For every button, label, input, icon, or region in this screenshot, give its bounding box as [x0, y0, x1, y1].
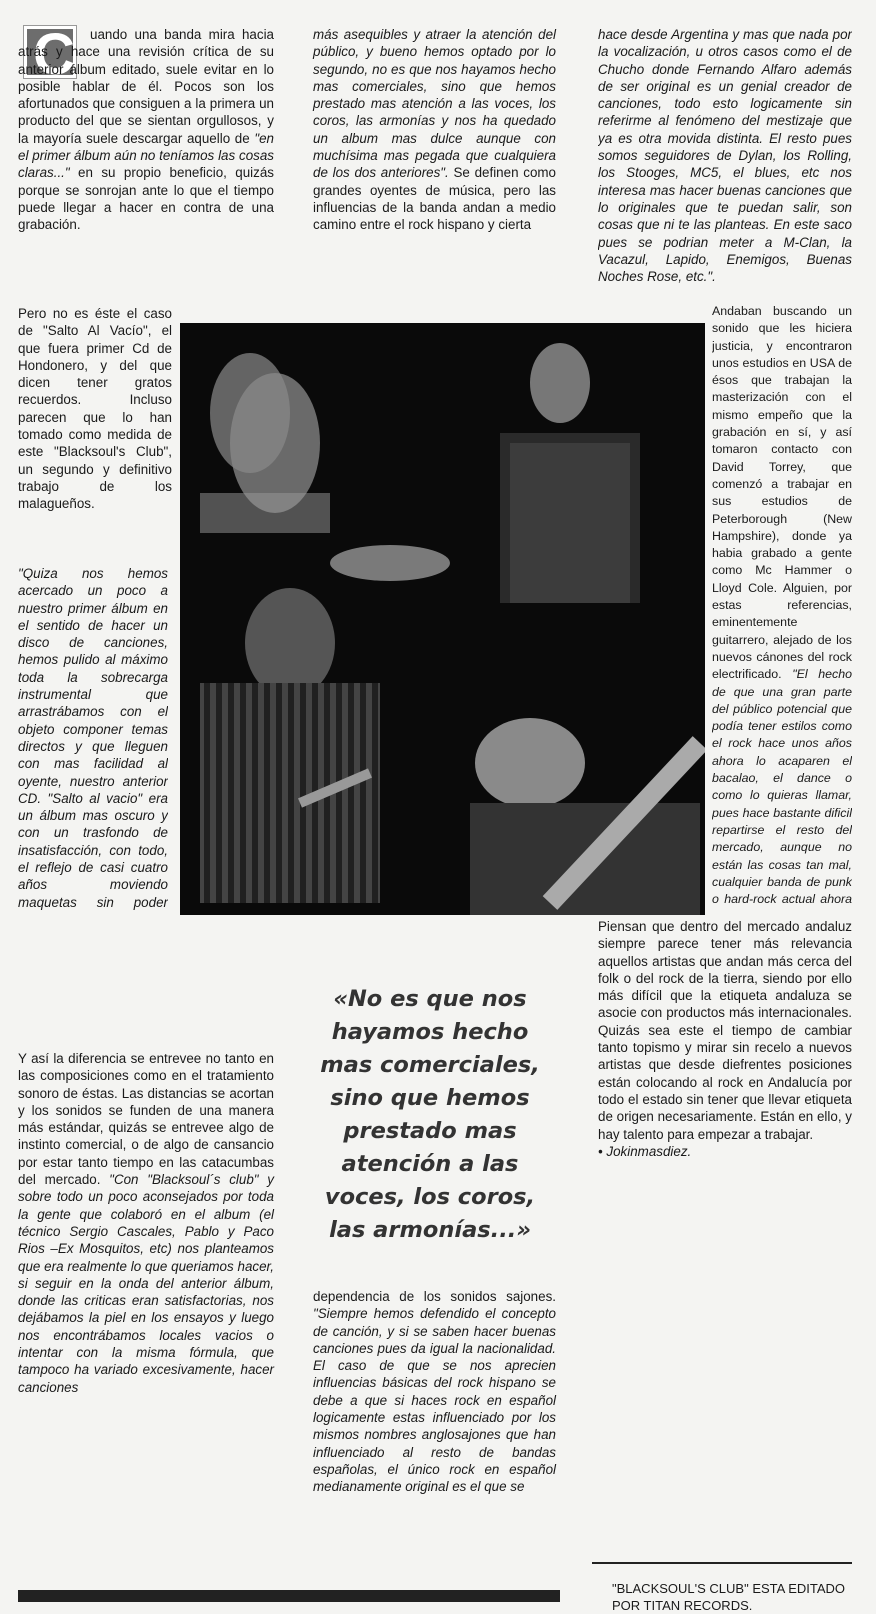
column-1-wrap-quote [18, 565, 168, 910]
bottom-bar [18, 1590, 560, 1602]
column-3-wrap [712, 303, 852, 908]
column-1-bottom [18, 1050, 274, 1396]
credit-divider [592, 1562, 852, 1564]
column-3-top [598, 26, 852, 298]
release-credit: "BLACKSOUL'S CLUB" ESTA EDITADO POR TITAN RECORDS. [612, 1581, 846, 1613]
column-2-bottom [313, 1288, 556, 1496]
band-photo-image [180, 323, 705, 915]
author-signature: • Jokinmasdiez. [598, 1143, 692, 1159]
column-3-narrow-text: Andaban buscando un sonido que les hiciera justicia, y encontraron unos estudios en USA de ésos que trabajan la masterización con el mismo empeño que la grabación en sí, y así tomaron contacto con David Torrey, que comenzó a trabajar en sus estudios de Peterborough (New Hampshire), donde ya habia grabado a gente como Mc Hammer o Lloyd Cole. Alguien, por estas referencias, eminentemente guitarrero, alejado de los nuevos cánones del rock electrificado. "El hecho de que una gran parte del público potencial que podía tener estilos como el rock hace unos años ahora lo acaparen el bacalao, el dance o como lo quieras llamar, pues hace bastante dificil repartirse el resto del mercado, aunque no están las cosas tan mal, cualquier banda de punk o hard-rock actual ahora [712, 304, 852, 907]
column-3-quote: hace desde Argentina y mas que nada por la vocalización, u otros casos como el de Chucho donde Fernando Alfaro además de ser original es un genial creador de canciones, todo esto logicamente sin referirme al fenómeno del mestizaje que ya es otra movida distinta. El resto pues somos seguidores de Dylan, los Rolling, los Stooges, MC5, el blues, etc nos interesa mas hacer buenas canciones que lo originales que te puedan salir, son cosas que ni te las planteas. En este saco pues se podrian meter a M-Clan, la Vacazul, Lapido, Enemigos, Buenas Noches Rose, etc.". [598, 27, 852, 285]
column-2-bottom-paragraph: dependencia de los sonidos sajones. "Siempre hemos defendido el concepto de canción, y si se saben hacer buenas canciones pues da igual la nacionalidad. El caso de que se nos aprecien influencias básicas del rock hispano se debe a que si haces rock en español logicamente estas influenciado por los mismos nombres anglosajones que han influenciado al resto de bandas españolas, el único rock en español medianamente original es el que se [313, 1289, 556, 1495]
band-live-photo [180, 323, 705, 915]
column-3-bottom [598, 918, 852, 1160]
pull-quote: «No es que nos hayamos hecho mas comerciales, sino que hemos prestado mas atención a las voces, los coros, las armonías...» [320, 986, 540, 1243]
column-2-top-paragraph: más asequibles y atraer la atención del público, y bueno hemos optado por lo segundo, no es que nos hayamos hecho mas comerciales, sino que hemos prestado mas atención a las voces, los coros, las armonías y nos ha quedado un album mas dulce aunque con muchísima mas pegada que cualquiera de los dos anteriores". Se definen como grandes oyentes de música, pero las influencias de la banda andan a medio camino entre el rock hispano y cierta [313, 27, 556, 233]
intro-paragraph: uando una banda mira hacia atrás y hace una revisión crítica de su anterior álbum editado, suele evitar en lo posible hablar de él. Pocos son los afortunados que consiguen a la primera un producto del que se sientan orgullosos, y la mayoría suele descargar aquello de "en el primer álbum aún no teníamos las cosas claras..." en su propio beneficio, quizás porque se sonrojan ante lo que el tiempo puede llegar a hacer en contra de una grabación. [18, 27, 274, 233]
column-2-top [313, 26, 556, 234]
column-1 [18, 26, 274, 234]
second-paragraph: Pero no es éste el caso de "Salto Al Vacío", el que fuera primer Cd de Hondonero, y del que dicen tener gratos recuerdos. Incluso parecen que lo han tomado como medida de este "Blacksoul's Club", un segundo y definitivo trabajo de los malagueños. [18, 306, 172, 512]
column-3-closing-paragraph: Piensan que dentro del mercado andaluz siempre parece tener más relevancia aquellos artistas que andan más cerca del folk o del rock de la tierra, siendo por ello más difícil que la etiqueta andaluza se asocie con productos más internacionales. Quizás sea este el tiempo de cambiar tanto topismo y mirar sin recelo a nuevos artistas que desde diefrentes posiciones están colocando al rock en Andalucía por todo el estado sin tener que llevar etiqueta de origen necesariamente. Están en ello, y hay talento para empezar a trabajar. [598, 919, 852, 1142]
first-interview-quote: "Quiza nos hemos acercado un poco a nuestro primer álbum en el sentido de hacer un disco de canciones, hemos pulido al máximo toda la sobrecarga instrumental que arrastrábamos con el objeto componer temas directos y que lleguen con mas facilidad al oyente, nuestro anterior CD. "Salto al vacio" era un álbum mas oscuro y con un trasfondo de insatisfacción, con todo, el reflejo de casi cuatro años moviendo maquetas sin poder [18, 566, 168, 910]
drop-cap: C [24, 26, 76, 78]
third-paragraph: Y así la diferencia se entrevee no tanto en las composiciones como en el tratamiento sonoro de éstas. Las distancias se acortan y los sonidos se funden de una manera más estándar, quizás se entrevee algo de instinto comercial, o de algo de cansancio por estar tanto tiempo en las catacumbas del mercado. "Con "Blacksoul´s club" y sobre todo un poco aconsejados por toda la gente que colaboró en el album (el técnico Sergio Cascales, Pablo y Paco Rios –Ex Mosquitos, etc) nos planteamos que era realmente lo que queriamos hacer, si seguir en la onda del anterior álbum, donde las criticas eran satisfactorias, nos dejábamos la piel en los ensayos y luego nos encontrábamos locales vacios o intentar con la misma fórmula, que tampoco ha variado excesivamente, hacer canciones [18, 1051, 274, 1395]
column-1-wrap [18, 305, 172, 513]
